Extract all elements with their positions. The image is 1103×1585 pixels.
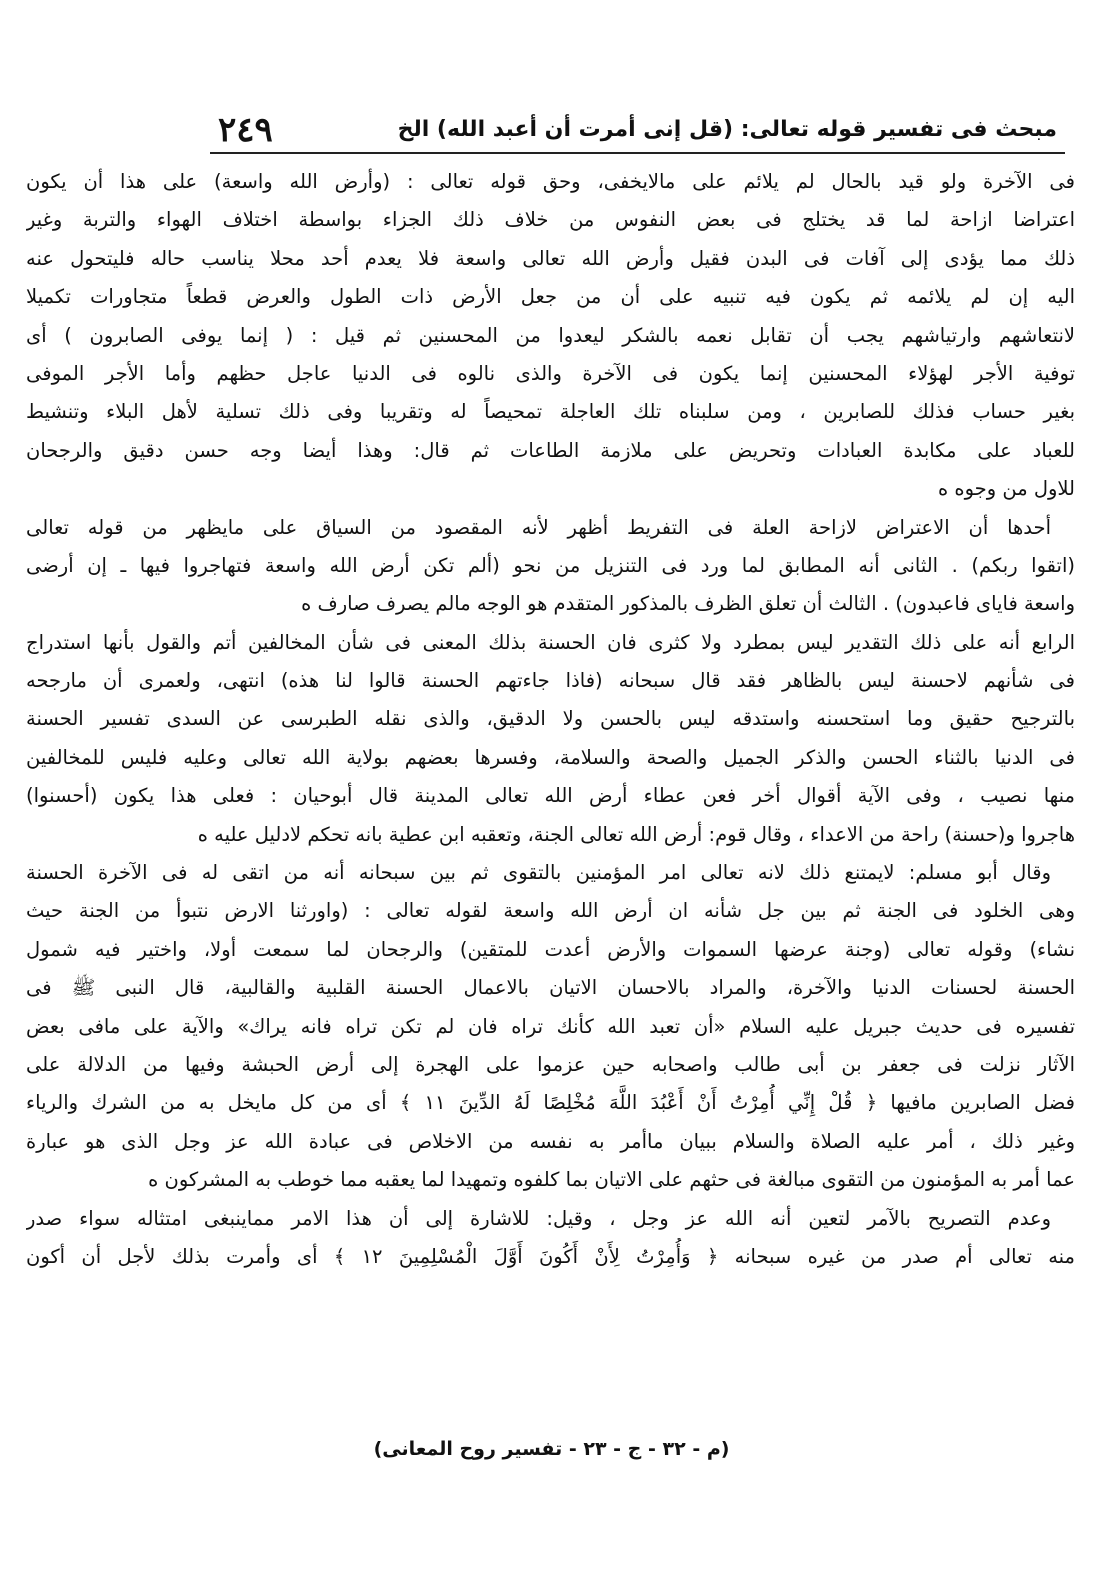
text-line: الآثار نزلت فى جعفر بن أبى طالب واصحابه حين عزموا على الهجرة إلى أرض الحبشة وفيها من الدلالة على (26, 1052, 1075, 1076)
text-line: بغير حساب فذلك للصابرين ، ومن سلبناه تلك العاجلة تمحيصاً له وتقريبا وفى ذلك تسلية لأهل البلاء وتنشيط (26, 400, 1075, 424)
text-line: هاجروا و(حسنة) راحة من الاعداء ، وقال قوم: أرض الله تعالى الجنة، وتعقبه ابن عطية بانه تحكم لادليل عليه ه (197, 822, 1075, 846)
text-line: بالترجيح حقيق وما استحسنه واستدقه ليس بالحسن ولا الدقيق، والذى نقله الطبرسى عن السدى تفسير الحسنة (26, 707, 1075, 731)
header-rule (210, 152, 1065, 154)
text-line: تفسيره فى حديث جبريل عليه السلام «أن تعبد الله كأنك تراه فان لم تكن تراه فانه يراك» والآية على مافى بعض (26, 1014, 1075, 1038)
running-head (218, 104, 1057, 150)
text-line: الرابع أنه على ذلك التقدير ليس بمطرد ولا كثرى فان الحسنة بذلك المعنى فى شأن المخالفين أتم والقول بأنها استدراج (26, 630, 1075, 654)
text-line: منه تعالى أم صدر من غيره سبحانه ﴿ وَأُمِرْتُ لِأَنْ أَكُونَ أَوَّلَ الْمُسْلِمِينَ ١٢ ﴾ أى وأمرت بذلك لأجل أن أكون (26, 1244, 1075, 1268)
running-title: مبحث فى تفسير قوله تعالى: (قل إنى أمرت أن أعبد الله) الخ (397, 117, 1057, 142)
body-text (26, 163, 1075, 1276)
page-number: ٢٤٩ (218, 110, 273, 150)
text-line: أحدها أن الاعتراض لازاحة العلة فى التفريط أظهر لأنه المقصود من السياق على مايظهر من قوله تعالى (26, 515, 1051, 539)
text-line: منها نصيب ، وفى الآية أقوال أخر فعن عطاء أرض الله تعالى المدينة قال أبوحيان : فعلى هذا يكون (أحسنوا) (26, 784, 1075, 808)
text-line: وهى الخلود فى الجنة ثم بين جل شأنه ان أرض الله واسعة لقوله تعالى : (واورثنا الارض نتبوأ من الجنة حيث (26, 899, 1075, 923)
text-line: الحسنة لحسنات الدنيا والآخرة، والمراد بالاحسان الاتيان بالاعمال الحسنة القلبية والقالبية، قال النبى ﷺ فى (26, 976, 1075, 1000)
text-line: ذلك مما يؤدى إلى آفات فى البدن فقيل وأرض الله تعالى واسعة فلا يعدم أحد محلا يناسب حاله فليتحول عنه (26, 246, 1075, 270)
text-line: اعتراضا ازاحة لما قد يختلج فى بعض النفوس من خلاف ذلك الجزاء بواسطة اختلاف الهواء والتربة وغير (26, 208, 1075, 232)
text-line: عما أمر به المؤمنون من التقوى مبالغة فى حثهم على الاتيان بما كلفوه وتمهيدا لما يعقبه مما خوطب به المشركون ه (148, 1168, 1075, 1192)
text-line: (اتقوا ربكم) . الثانى أنه المطابق لما ورد فى التنزيل من نحو (ألم تكن أرض الله واسعة فتهاجروا فيها ـ إن أرضى (26, 553, 1075, 577)
text-line: لانتعاشهم وارتياشهم يجب أن تقابل نعمه بالشكر ليعدوا من المحسنين ثم قيل : ( إنما يوفى الصابرون ) أى (26, 323, 1075, 347)
text-line: فضل الصابرين مافيها ﴿ قُلْ إِنِّي أُمِرْتُ أَنْ أَعْبُدَ اللَّهَ مُخْلِصًا لَهُ الدِّينَ ١١ ﴾ أى من كل مايخل به من الشرك والرياء (26, 1091, 1075, 1115)
text-line: وغير ذلك ، أمر عليه الصلاة والسلام ببيان ماأمر به نفسه من الاخلاص فى عبادة الله عز وجل الذى هو عبارة (26, 1129, 1075, 1153)
text-line: وقال أبو مسلم: لايمتنع ذلك لانه تعالى امر المؤمنين بالتقوى ثم بين سبحانه أنه من اتقى له فى الآخرة الحسنة (26, 861, 1051, 885)
text-line: توفية الأجر لهؤلاء المحسنين إنما يكون فى الآخرة والذى نالوه فى الدنيا عاجل حظهم وأما الأجر الموفى (26, 361, 1075, 385)
text-line: اليه إن لم يلائمه ثم يكون فيه تنبيه على أن من جعل الأرض ذات الطول والعرض قطعاً متجاورات تكميلا (26, 285, 1075, 309)
text-line: للاول من وجوه ه (937, 477, 1075, 501)
text-line: للعباد على مكابدة العبادات وتحريض على ملازمة الطاعات ثم قال: وهذا أيضا وجه حسن دقيق والرجحان (26, 438, 1075, 462)
text-line: فى شأنهم لاحسنة ليس بالظاهر فقد قال سبحانه (فاذا جاءتهم الحسنة قالوا لنا هذه) انتهى، ولعمرى أن مارجحه (26, 669, 1075, 693)
text-line: واسعة فاياى فاعبدون) . الثالث أن تعلق الظرف بالمذكور المتقدم هو الوجه مالم يصرف صارف ه (301, 592, 1075, 616)
text-line: وعدم التصريح بالآمر لتعين أنه الله عز وجل ، وقيل: للاشارة إلى أن هذا الامر مماينبغى امتثاله سواء صدر (26, 1206, 1051, 1230)
text-line: فى الآخرة ولو قيد بالحال لم يلائم على مالايخفى، وحق قوله تعالى : (وأرض الله واسعة) على هذا أن يكون (26, 170, 1075, 193)
text-line: نشاء) وقوله تعالى (وجنة عرضها السموات والأرض أعدت للمتقين) والرجحان لما سمعت أولا، واختير فيه شمول (26, 937, 1075, 961)
text-line: فى الدنيا بالثناء الحسن والذكر الجميل والصحة والسلامة، وفسرها بعضهم بولاية الله تعالى وعليه فليس للمخالفين (26, 745, 1075, 769)
footer-signature: (م - ٣٢ - ج - ٢٣ - تفسير روح المعانى) (373, 1438, 730, 1460)
